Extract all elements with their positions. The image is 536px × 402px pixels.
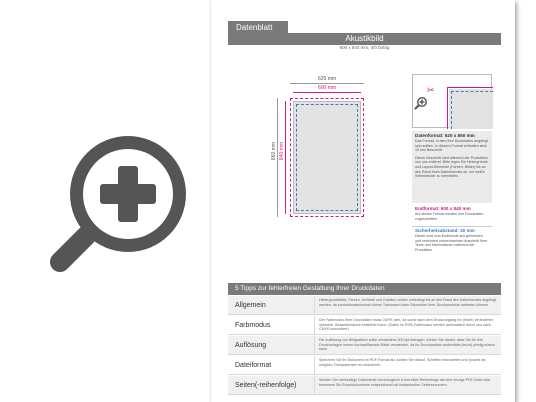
width-inner-label: 600 mm (317, 85, 337, 91)
datenformat-heading: Datenformat: 620 x 860 mm (415, 133, 475, 138)
safe-area-outline (296, 104, 358, 211)
datenformat-info (412, 131, 492, 203)
tip-label: Farbmodus (235, 322, 271, 329)
height-outer-label: 860 mm (271, 142, 277, 161)
width-inner-line (293, 92, 361, 93)
tip-text: Hintergrundbilder, Farben, Verläufe und Grafiken sollten unbedingt bis an den Rand des Datenformats angelegt werden, da produktionstechnisch kleine Toleranzen beim Schneiden Ihrer Druckprodukte auftreten können. (319, 298, 497, 307)
height-outer-line (277, 98, 278, 217)
zoom-in-magnifier-icon (46, 118, 196, 288)
table-row (228, 376, 501, 395)
tip-text: Senden Sie mehrseitige Dokumente chronologisch in korrekter Reihenfolge als eine einzige PDF-Datei oder benennen Sie Einzeldokumente entsprechend mit fortlaufenden Seitennummern. (319, 378, 491, 387)
tip-label: Dateiformat (235, 362, 272, 369)
width-outer-line (290, 83, 364, 84)
datasheet-page (211, 0, 515, 402)
tip-label: Allgemein (235, 302, 266, 309)
tip-text: Die Auflösung von Bildgrafiken sollte mindestens 300 dpi betragen. Achten Sie darauf, dass Sie für Ihre Druckvorlagen immer hochauflösende Bilder verwenden, da Ihr Druckprodukt andernfalls (leicht) pixelig wirken kann. (319, 338, 495, 351)
tip-text: Der Farbmodus Ihrer Druckdaten muss CMYK sein, da sonst nach dem Druckvorgang ein (leicht) veränderter, optischer Gesamteindruck entstehen kann. (Daten im RGB-Farbmodus werden automatisch durch uns nach CMYK konvertiert.) (319, 318, 494, 331)
height-inner-line (285, 101, 286, 214)
scissors-icon: ✂ (427, 85, 435, 95)
table-row (228, 356, 501, 375)
info-separator (412, 226, 492, 227)
datenformat-text: Das Format, in dem Ihre Druckdaten angelegt sein sollten. In diesem Format enthalten sind: 10 mm Beschnitt. (415, 139, 488, 153)
table-row (228, 316, 501, 335)
table-row (228, 296, 501, 315)
table-row (228, 336, 501, 355)
tip-text: Speichern Sie Ihr Dokument im PDF-Format ab. Achten Sie darauf, Schriften einzubetten und (soweit als möglich) Transparenzen zu reduzieren. (319, 358, 486, 367)
product-subtitle: 600 x 840 mm, 4/0 farbig (339, 45, 390, 50)
tip-label: Seiten(-reihenfolge) (235, 382, 297, 389)
small-magnifier-icon[interactable] (414, 96, 428, 110)
endformat-heading: Endformat: 600 x 840 mm (415, 206, 471, 211)
sicherheitsabstand-info (412, 228, 492, 252)
endformat-text: Auf dieses Format werden Ihre Druckdaten zugeschnitten. (415, 212, 484, 221)
height-inner-label: 840 mm (279, 142, 285, 161)
beschnitt-text: Dieser Beschnitt wird während der Produktion von uns entfernt. Bitte legen Sie Hintergründe und Layout-Elemente (Farben, Bilder) bis an den Rand Ihres Datenformats an, um weiße Seitenränder zu vermeiden. (415, 155, 488, 179)
tips-title: 5 Tipps zur fehlerfreien Gestaltung Ihrer Druckdaten (235, 285, 385, 292)
sicherheitsabstand-heading: Sicherheitsabstand: 40 mm (415, 228, 475, 233)
zoom-in-icon[interactable] (46, 118, 196, 288)
width-outer-label: 620 mm (317, 76, 337, 82)
product-title: Akustikbild (345, 34, 384, 43)
sicherheitsabstand-text: Dieser wird vom Endformat aus gemessen und verhindert unerwünschten Anschnitt Ihrer Texte und Informationen während der Produktion. (415, 234, 488, 252)
tip-label: Auflösung (235, 342, 267, 349)
endformat-info (412, 206, 492, 221)
datasheet-tab-label: Datenblatt (228, 21, 288, 35)
